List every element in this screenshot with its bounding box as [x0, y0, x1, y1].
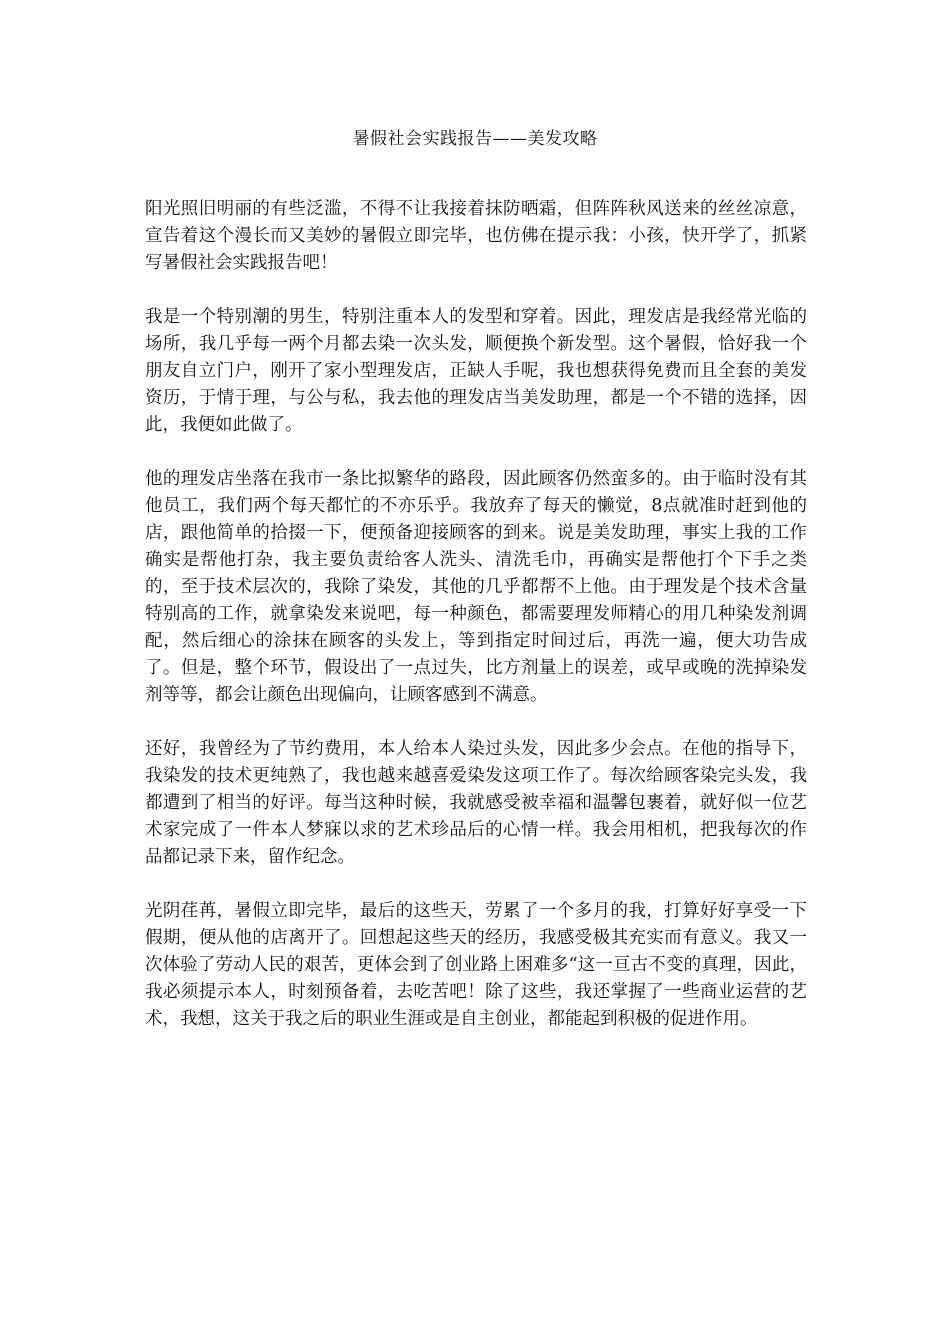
paragraph-2: 我是一个特别潮的男生，特别注重本人的发型和穿着。因此，理发店是我经常光临的场所，我几乎每一两个月都去染一次头发，顺便换个新发型。这个暑假，恰好我一个朋友自立门户，刚开了家小型理发店，正缺人手呢，我也想获得免费而且全套的美发资历，于情于理，与公与私，我去他的理发店当美发助理，都是一个不错的选择，因此，我便如此做了。 — [145, 307, 807, 435]
paragraph-3: 他的理发店坐落在我市一条比拟繁华的路段，因此顾客仍然蛮多的。由于临时没有其他员工，我们两个每天都忙的不亦乐乎。我放弃了每天的懒觉，8点就准时赶到他的店，跟他简单的拾掇一下，便预备迎接顾客的到来。说是美发助理，事实上我的工作确实是帮他打杂，我主要负责给客人洗头、清洗毛巾，再确实是帮他打个下手之类的，至于技术层次的，我除了染发，其他的几乎都帮不上他。由于理发是个技术含量特别高的工作，就拿染发来说吧，每一种颜色，都需要理发师精心的用几种染发剂调配，然后细心的涂抹在顾客的头发上，等到指定时间过后，再洗一遍，便大功告成了。但是，整个环节，假设出了一点过失，比方剂量上的误差，或早或晚的洗掉染发剂等等，都会让颜色出现偏向，让顾客感到不满意。 — [145, 469, 807, 705]
paragraph-1: 阳光照旧明丽的有些泛滥，不得不让我接着抹防晒霜，但阵阵秋风送来的丝丝凉意，宣告着这个漫长而又美妙的暑假立即完毕，也仿佛在提示我：小孩，快开学了，抓紧写暑假社会实践报告吧！ — [145, 199, 807, 273]
document-body — [145, 196, 807, 1060]
paragraph-5: 光阴荏苒，暑假立即完毕，最后的这些天，劳累了一个多月的我，打算好好享受一下假期，便从他的店离开了。回想起这些天的经历，我感受极其充实而有意义。我又一次体验了劳动人民的艰苦，更体会到了创业路上困难多“这一亘古不变的真理，因此，我必须提示本人，时刻预备着，去吃苦吧！除了这些，我还掌握了一些商业运营的艺术，我想，这关于我之后的职业生涯或是自主创业，都能起到积极的促进作用。 — [145, 901, 807, 1029]
paragraph-4: 还好，我曾经为了节约费用，本人给本人染过头发，因此多少会点。在他的指导下，我染发的技术更纯熟了，我也越来越喜爱染发这项工作了。每次给顾客染完头发，我都遭到了相当的好评。每当这种时候，我就感受被幸福和温馨包裹着，就好似一位艺术家完成了一件本人梦寐以求的艺术珍品后的心情一样。我会用相机，把我每次的作品都记录下来，留作纪念。 — [145, 739, 807, 867]
document-title: 暑假社会实践报告——美发攻略 — [352, 129, 598, 149]
